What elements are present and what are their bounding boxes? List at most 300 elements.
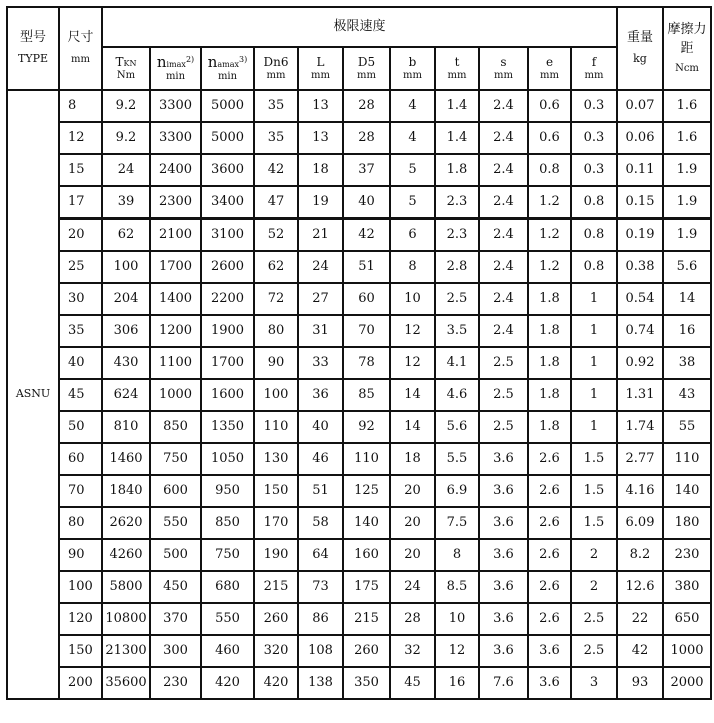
table-cell: 1.6 xyxy=(663,90,711,122)
table-row xyxy=(7,315,711,347)
table-cell: 3300 xyxy=(150,122,201,154)
header-col-t-small xyxy=(435,47,479,90)
table-cell: 3600 xyxy=(201,154,254,186)
table-cell: 200 xyxy=(59,667,102,699)
table-cell: 1700 xyxy=(201,347,254,379)
table-cell: 5.5 xyxy=(435,443,479,475)
table-cell: 62 xyxy=(102,219,150,252)
table-cell: 215 xyxy=(343,603,390,635)
table-cell: 1.5 xyxy=(571,443,617,475)
table-cell: 19 xyxy=(298,186,343,219)
table-cell: 125 xyxy=(343,475,390,507)
table-cell: 650 xyxy=(663,603,711,635)
table-row xyxy=(7,251,711,283)
table-cell: 35600 xyxy=(102,667,150,699)
table-cell: 78 xyxy=(343,347,390,379)
table-cell: 8.2 xyxy=(617,539,663,571)
table-cell: 32 xyxy=(390,635,435,667)
table-cell: 40 xyxy=(59,347,102,379)
table-row xyxy=(7,603,711,635)
table-cell: 72 xyxy=(254,283,298,315)
table-cell: 12 xyxy=(390,347,435,379)
table-cell: 9.2 xyxy=(102,122,150,154)
table-cell: 0.54 xyxy=(617,283,663,315)
table-cell: 14 xyxy=(663,283,711,315)
table-cell: 1.8 xyxy=(435,154,479,186)
table-cell: 420 xyxy=(254,667,298,699)
table-row xyxy=(7,347,711,379)
table-cell: 110 xyxy=(343,443,390,475)
table-cell: 300 xyxy=(150,635,201,667)
table-cell: 1 xyxy=(571,347,617,379)
table-cell: 10 xyxy=(390,283,435,315)
table-cell: 28 xyxy=(390,603,435,635)
col-unit: Nm xyxy=(116,69,136,81)
table-cell: 45 xyxy=(59,379,102,411)
table-cell: 39 xyxy=(102,186,150,219)
header-type-en: TYPE xyxy=(17,52,49,66)
col-symbol: n xyxy=(207,53,218,72)
table-cell: 42 xyxy=(343,219,390,252)
header-col-f xyxy=(571,47,617,90)
table-cell: 0.38 xyxy=(617,251,663,283)
table-cell: 16 xyxy=(435,667,479,699)
table-cell: 2100 xyxy=(150,219,201,252)
table-cell: 1 xyxy=(571,411,617,443)
table-cell: 21 xyxy=(298,219,343,252)
header-col-t xyxy=(102,47,150,90)
table-cell: 1050 xyxy=(201,443,254,475)
table-cell: 45 xyxy=(390,667,435,699)
table-cell: 2.4 xyxy=(479,283,528,315)
table-cell: 380 xyxy=(663,571,711,603)
table-row xyxy=(7,443,711,475)
table-cell: 230 xyxy=(663,539,711,571)
table-cell: 1000 xyxy=(663,635,711,667)
table-cell: 4 xyxy=(390,90,435,122)
table-cell: 1600 xyxy=(201,379,254,411)
table-cell: 100 xyxy=(59,571,102,603)
table-cell: 108 xyxy=(298,635,343,667)
table-cell: 1.2 xyxy=(528,219,571,252)
header-friction-torque xyxy=(663,7,711,90)
table-cell: 2.6 xyxy=(528,507,571,539)
table-cell: 600 xyxy=(150,475,201,507)
col-symbol: t xyxy=(454,54,460,69)
table-cell: 20 xyxy=(390,475,435,507)
header-type-cn: 型号 xyxy=(19,30,46,46)
table-row xyxy=(7,539,711,571)
table-cell: 50 xyxy=(59,411,102,443)
table-cell: 6 xyxy=(390,219,435,252)
table-cell: 850 xyxy=(150,411,201,443)
table-cell: 85 xyxy=(343,379,390,411)
col-unit: mm xyxy=(311,69,330,81)
table-cell: 2.5 xyxy=(479,347,528,379)
table-cell: 24 xyxy=(298,251,343,283)
table-cell: 5 xyxy=(390,154,435,186)
table-cell: 38 xyxy=(663,347,711,379)
table-cell: 40 xyxy=(298,411,343,443)
table-cell: 55 xyxy=(663,411,711,443)
table-cell: 2.77 xyxy=(617,443,663,475)
col-subscript: imax xyxy=(166,60,186,70)
table-cell: 35 xyxy=(59,315,102,347)
table-cell: 430 xyxy=(102,347,150,379)
table-cell: 0.8 xyxy=(571,251,617,283)
table-cell: 2.6 xyxy=(528,603,571,635)
header-size xyxy=(59,7,102,90)
table-cell: 1.8 xyxy=(528,283,571,315)
table-cell: 4260 xyxy=(102,539,150,571)
table-cell: 2.3 xyxy=(435,186,479,219)
table-cell: 36 xyxy=(298,379,343,411)
header-col-l xyxy=(298,47,343,90)
table-cell: 750 xyxy=(201,539,254,571)
table-cell: 0.3 xyxy=(571,154,617,186)
table-cell: 3.6 xyxy=(479,571,528,603)
table-cell: 4 xyxy=(390,122,435,154)
table-cell: 64 xyxy=(298,539,343,571)
table-cell: 100 xyxy=(254,379,298,411)
header-speed-limit-group: 极限速度 xyxy=(102,7,617,47)
table-cell: 850 xyxy=(201,507,254,539)
table-cell: 5000 xyxy=(201,122,254,154)
table-cell: 1400 xyxy=(150,283,201,315)
header-col-b xyxy=(390,47,435,90)
table-cell: 73 xyxy=(298,571,343,603)
header-col-e xyxy=(528,47,571,90)
table-cell: 0.19 xyxy=(617,219,663,252)
table-row xyxy=(7,475,711,507)
table-row xyxy=(7,90,711,122)
table-cell: 2000 xyxy=(663,667,711,699)
table-cell: 13 xyxy=(298,122,343,154)
table-cell: 550 xyxy=(150,507,201,539)
table-cell: 3.5 xyxy=(435,315,479,347)
table-cell: 140 xyxy=(343,507,390,539)
table-cell: 1000 xyxy=(150,379,201,411)
header-weight-unit: kg xyxy=(633,52,647,66)
table-cell: 7.5 xyxy=(435,507,479,539)
spec-table xyxy=(6,6,712,700)
table-cell: 18 xyxy=(298,154,343,186)
table-cell: 93 xyxy=(617,667,663,699)
header-col-nimax xyxy=(150,47,201,90)
table-cell: 1.4 xyxy=(435,90,479,122)
table-cell: 10 xyxy=(435,603,479,635)
table-cell: 1.8 xyxy=(528,347,571,379)
table-row xyxy=(7,122,711,154)
col-footnote: 3) xyxy=(239,55,248,65)
table-cell: 0.6 xyxy=(528,122,571,154)
table-row xyxy=(7,186,711,219)
table-cell: 60 xyxy=(343,283,390,315)
table-cell: 1.74 xyxy=(617,411,663,443)
table-cell: 0.6 xyxy=(528,90,571,122)
table-cell: 43 xyxy=(663,379,711,411)
table-cell: 750 xyxy=(150,443,201,475)
header-col-dn6 xyxy=(254,47,298,90)
table-cell: 150 xyxy=(59,635,102,667)
table-cell: 175 xyxy=(343,571,390,603)
header-friction-cn-2: 距 xyxy=(680,40,694,56)
table-cell: 28 xyxy=(343,122,390,154)
col-symbol: s xyxy=(500,54,507,69)
table-cell: 0.8 xyxy=(528,154,571,186)
table-cell: 58 xyxy=(298,507,343,539)
table-cell: 3.6 xyxy=(479,539,528,571)
table-cell: 550 xyxy=(201,603,254,635)
table-cell: 150 xyxy=(254,475,298,507)
table-cell: 1350 xyxy=(201,411,254,443)
table-cell: 22 xyxy=(617,603,663,635)
header-type xyxy=(7,7,59,90)
table-cell: 5800 xyxy=(102,571,150,603)
table-cell: 2 xyxy=(571,539,617,571)
table-cell: 18 xyxy=(390,443,435,475)
table-cell: 110 xyxy=(663,443,711,475)
table-cell: 62 xyxy=(254,251,298,283)
table-cell: 1100 xyxy=(150,347,201,379)
table-cell: 31 xyxy=(298,315,343,347)
table-cell: 6.09 xyxy=(617,507,663,539)
table-cell: 1.31 xyxy=(617,379,663,411)
table-row xyxy=(7,571,711,603)
table-cell: 2.6 xyxy=(528,539,571,571)
table-cell: 2.4 xyxy=(479,186,528,219)
table-cell: 28 xyxy=(343,90,390,122)
table-cell: 1 xyxy=(571,379,617,411)
col-footnote: 2) xyxy=(185,55,195,65)
table-cell: 320 xyxy=(254,635,298,667)
table-cell: 9.2 xyxy=(102,90,150,122)
table-cell: 1.9 xyxy=(663,219,711,252)
table-cell: 2.3 xyxy=(435,219,479,252)
table-cell: 70 xyxy=(343,315,390,347)
table-cell: 4.16 xyxy=(617,475,663,507)
table-cell: 1200 xyxy=(150,315,201,347)
table-row xyxy=(7,283,711,315)
table-cell: 0.92 xyxy=(617,347,663,379)
table-cell: 60 xyxy=(59,443,102,475)
table-cell: 2.4 xyxy=(479,315,528,347)
table-cell: 2 xyxy=(571,571,617,603)
table-cell: 2400 xyxy=(150,154,201,186)
col-unit: mm xyxy=(357,69,376,81)
col-unit: mm xyxy=(266,69,286,81)
header-col-d5 xyxy=(343,47,390,90)
table-cell: 120 xyxy=(59,603,102,635)
table-cell: 1.2 xyxy=(528,251,571,283)
header-size-cn: 尺寸 xyxy=(67,30,94,46)
table-cell: 260 xyxy=(343,635,390,667)
header-weight-cn: 重量 xyxy=(626,30,653,46)
table-cell: 92 xyxy=(343,411,390,443)
table-cell: 1.4 xyxy=(435,122,479,154)
table-cell: 1 xyxy=(571,315,617,347)
table-cell: 5.6 xyxy=(435,411,479,443)
table-cell: 2.4 xyxy=(479,122,528,154)
table-cell: 306 xyxy=(102,315,150,347)
table-cell: 37 xyxy=(343,154,390,186)
col-unit: mm xyxy=(494,69,513,81)
table-cell: 0.3 xyxy=(571,90,617,122)
table-cell: 30 xyxy=(59,283,102,315)
table-cell: 2.4 xyxy=(479,154,528,186)
table-cell: 8 xyxy=(59,90,102,122)
table-cell: 12 xyxy=(390,315,435,347)
table-cell: 2.6 xyxy=(528,475,571,507)
header-weight xyxy=(617,7,663,90)
table-cell: 12 xyxy=(59,122,102,154)
table-cell: 17 xyxy=(59,186,102,219)
table-cell: 7.6 xyxy=(479,667,528,699)
table-cell: 2200 xyxy=(201,283,254,315)
table-cell: 370 xyxy=(150,603,201,635)
table-cell: 680 xyxy=(201,571,254,603)
type-cell: ASNU xyxy=(7,90,59,699)
table-cell: 3.6 xyxy=(479,603,528,635)
table-cell: 420 xyxy=(201,667,254,699)
table-cell: 3400 xyxy=(201,186,254,219)
table-cell: 1.9 xyxy=(663,186,711,219)
table-cell: 1.8 xyxy=(528,411,571,443)
table-cell: 2620 xyxy=(102,507,150,539)
table-cell: 80 xyxy=(59,507,102,539)
table-cell: 0.74 xyxy=(617,315,663,347)
table-cell: 16 xyxy=(663,315,711,347)
col-unit: min xyxy=(217,71,238,83)
table-cell: 24 xyxy=(390,571,435,603)
table-cell: 190 xyxy=(254,539,298,571)
table-cell: 8 xyxy=(390,251,435,283)
table-cell: 5 xyxy=(390,186,435,219)
table-cell: 3.6 xyxy=(479,507,528,539)
table-cell: 130 xyxy=(254,443,298,475)
table-cell: 810 xyxy=(102,411,150,443)
table-row xyxy=(7,667,711,699)
table-cell: 2.5 xyxy=(571,635,617,667)
table-cell: 0.07 xyxy=(617,90,663,122)
col-symbol: e xyxy=(545,54,554,69)
col-symbol: f xyxy=(591,54,597,69)
table-row xyxy=(7,379,711,411)
table-cell: 0.8 xyxy=(571,186,617,219)
header-friction-unit: Ncm xyxy=(675,62,699,74)
table-cell: 8.5 xyxy=(435,571,479,603)
table-cell: 1.8 xyxy=(528,315,571,347)
table-cell: 24 xyxy=(102,154,150,186)
header-col-s xyxy=(479,47,528,90)
table-cell: 51 xyxy=(298,475,343,507)
header-col-namax xyxy=(201,47,254,90)
table-cell: 3 xyxy=(571,667,617,699)
table-cell: 51 xyxy=(343,251,390,283)
table-row xyxy=(7,219,711,252)
table-cell: 40 xyxy=(343,186,390,219)
table-cell: 100 xyxy=(102,251,150,283)
table-cell: 180 xyxy=(663,507,711,539)
table-cell: 450 xyxy=(150,571,201,603)
table-cell: 35 xyxy=(254,122,298,154)
table-cell: 140 xyxy=(663,475,711,507)
table-cell: 42 xyxy=(254,154,298,186)
table-cell: 27 xyxy=(298,283,343,315)
table-cell: 0.11 xyxy=(617,154,663,186)
table-row xyxy=(7,154,711,186)
header-friction-cn-1: 摩擦力 xyxy=(667,21,707,37)
table-cell: 2.6 xyxy=(528,571,571,603)
table-cell: 1900 xyxy=(201,315,254,347)
table-cell: 2600 xyxy=(201,251,254,283)
table-cell: 70 xyxy=(59,475,102,507)
table-cell: 260 xyxy=(254,603,298,635)
table-cell: 3300 xyxy=(150,90,201,122)
col-unit: min xyxy=(165,71,186,83)
table-cell: 2.8 xyxy=(435,251,479,283)
table-cell: 1.2 xyxy=(528,186,571,219)
table-cell: 12.6 xyxy=(617,571,663,603)
table-cell: 0.3 xyxy=(571,122,617,154)
table-cell: 1.6 xyxy=(663,122,711,154)
table-cell: 2.5 xyxy=(479,411,528,443)
table-cell: 3.6 xyxy=(479,475,528,507)
table-body xyxy=(7,90,711,699)
col-unit: mm xyxy=(447,69,467,81)
table-cell: 160 xyxy=(343,539,390,571)
col-subscript: amax xyxy=(217,60,240,70)
table-cell: 110 xyxy=(254,411,298,443)
table-cell: 8 xyxy=(435,539,479,571)
col-subscript: KN xyxy=(123,58,137,68)
table-cell: 3.6 xyxy=(528,667,571,699)
table-cell: 14 xyxy=(390,379,435,411)
table-cell: 5.6 xyxy=(663,251,711,283)
table-cell: 1 xyxy=(571,283,617,315)
table-cell: 15 xyxy=(59,154,102,186)
table-cell: 500 xyxy=(150,539,201,571)
table-cell: 1.9 xyxy=(663,154,711,186)
table-row xyxy=(7,507,711,539)
col-symbol: Dn6 xyxy=(263,54,289,69)
table-cell: 42 xyxy=(617,635,663,667)
table-cell: 1.8 xyxy=(528,379,571,411)
table-cell: 138 xyxy=(298,667,343,699)
table-cell: 52 xyxy=(254,219,298,252)
table-cell: 170 xyxy=(254,507,298,539)
table-cell: 80 xyxy=(254,315,298,347)
table-cell: 12 xyxy=(435,635,479,667)
table-cell: 20 xyxy=(390,539,435,571)
table-cell: 4.6 xyxy=(435,379,479,411)
table-cell: 2300 xyxy=(150,186,201,219)
col-symbol: b xyxy=(408,54,417,69)
table-cell: 25 xyxy=(59,251,102,283)
table-cell: 46 xyxy=(298,443,343,475)
table-cell: 0.15 xyxy=(617,186,663,219)
table-cell: 204 xyxy=(102,283,150,315)
table-cell: 215 xyxy=(254,571,298,603)
table-cell: 1.5 xyxy=(571,475,617,507)
table-cell: 86 xyxy=(298,603,343,635)
table-cell: 21300 xyxy=(102,635,150,667)
table-row xyxy=(7,411,711,443)
table-cell: 35 xyxy=(254,90,298,122)
table-cell: 47 xyxy=(254,186,298,219)
table-cell: 20 xyxy=(390,507,435,539)
table-cell: 3.6 xyxy=(528,635,571,667)
